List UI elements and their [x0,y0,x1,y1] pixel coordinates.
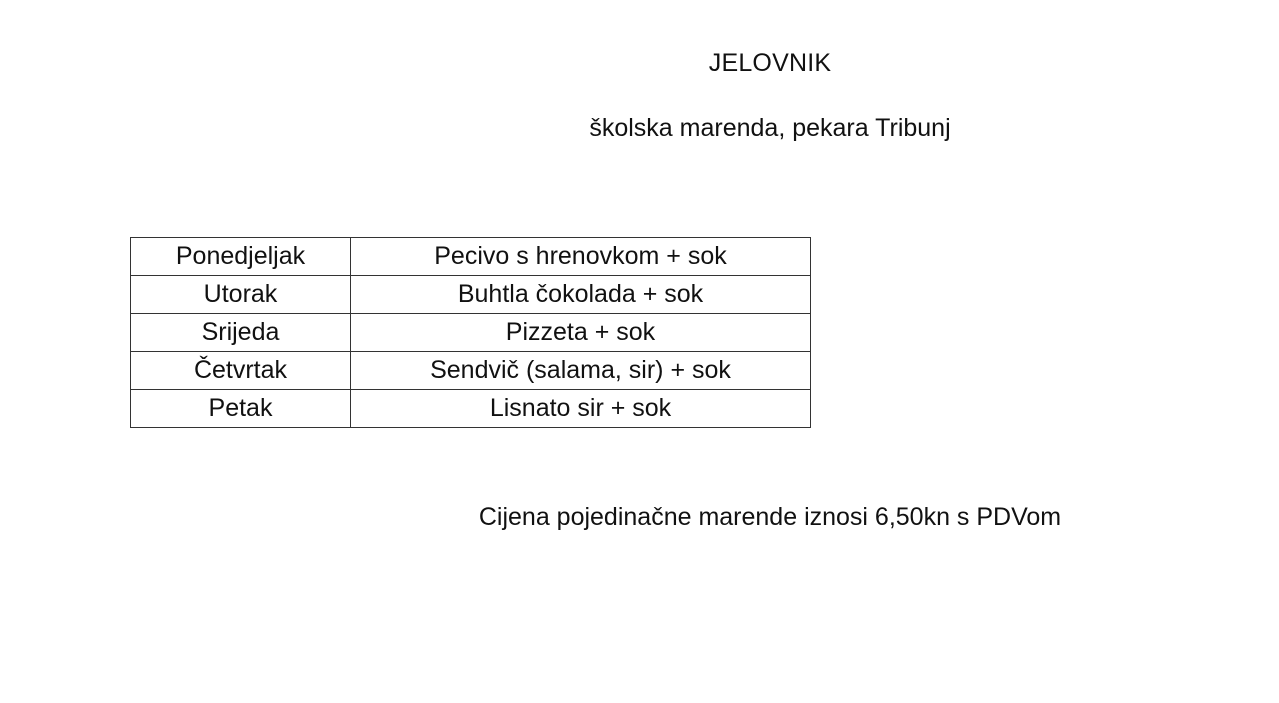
meal-cell: Pizzeta + sok [351,314,811,352]
meal-cell: Sendvič (salama, sir) + sok [351,352,811,390]
day-cell: Četvrtak [131,352,351,390]
meal-cell: Buhtla čokolada + sok [351,276,811,314]
menu-table [130,237,811,428]
day-cell: Srijeda [131,314,351,352]
day-cell: Petak [131,390,351,428]
table-row [131,238,811,276]
menu-title: JELOVNIK [708,49,832,77]
day-cell: Utorak [131,276,351,314]
menu-subtitle: školska marenda, pekara Tribunj [589,114,951,142]
table-row [131,276,811,314]
table-row [131,352,811,390]
table-row [131,390,811,428]
meal-cell: Pecivo s hrenovkom + sok [351,238,811,276]
day-cell: Ponedjeljak [131,238,351,276]
price-note: Cijena pojedinačne marende iznosi 6,50kn s PDVom [478,503,1062,531]
table-row [131,314,811,352]
meal-cell: Lisnato sir + sok [351,390,811,428]
